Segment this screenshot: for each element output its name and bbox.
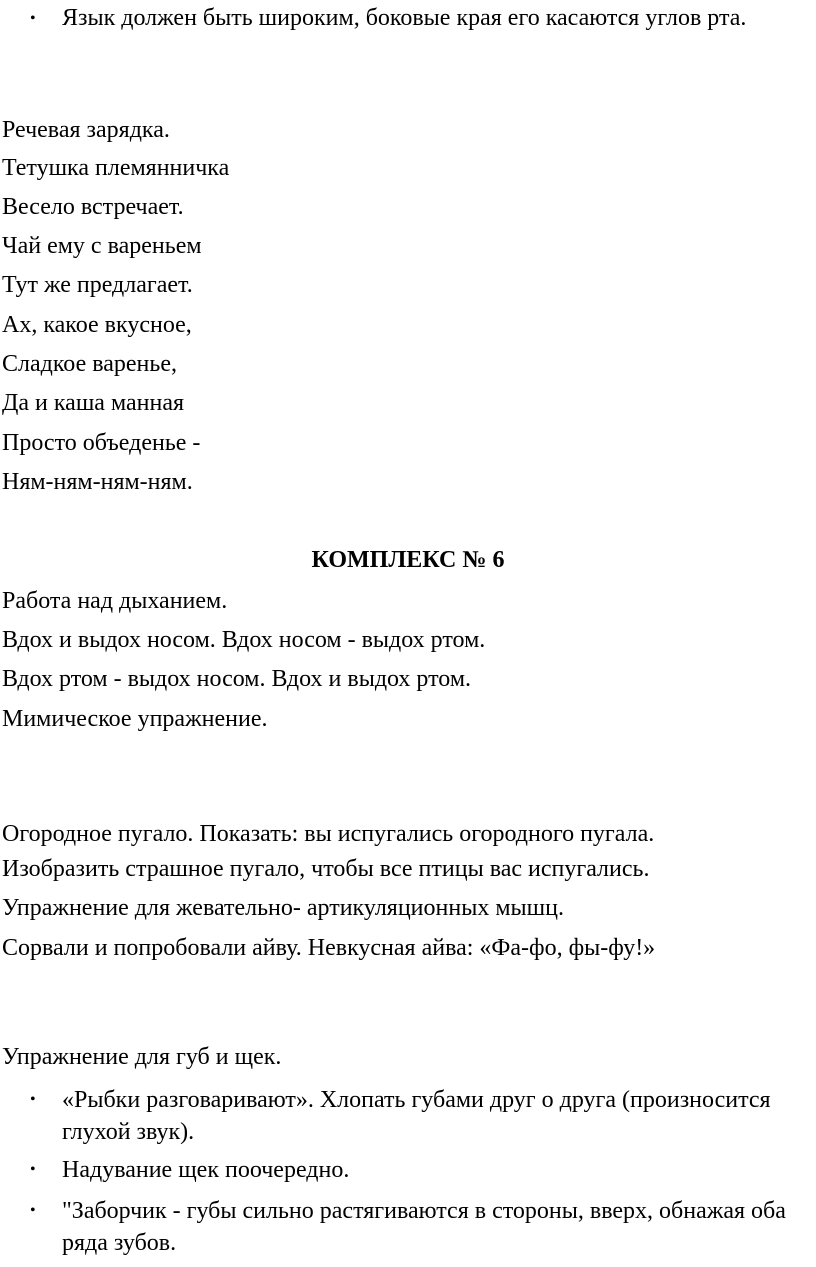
poem-line: Да и каша манная xyxy=(2,390,185,416)
list-item-fence: "Заборчик - губы сильно растягиваются в стороны, вверх, обнажая оба ряда зубов. xyxy=(62,1198,786,1256)
poem-line: Тетушка племянничка xyxy=(2,155,230,181)
bullet-marker: • xyxy=(30,1202,36,1219)
speech-title: Речевая зарядка. xyxy=(2,117,170,143)
list-item-cheeks: Надувание щек поочередно. xyxy=(62,1157,350,1183)
lips-title: Упражнение для губ и щек. xyxy=(2,1044,282,1070)
breathing-title: Работа над дыханием. xyxy=(2,588,228,614)
poem-line: Ням-ням-ням-ням. xyxy=(2,469,193,495)
poem-line: Чай ему с вареньем xyxy=(2,233,202,259)
poem-line: Просто объеденье - xyxy=(2,430,201,456)
scarecrow-line: Изобразить страшное пугало, чтобы все птицы вас испугались. xyxy=(2,856,650,882)
poem-line: Весело встречает. xyxy=(2,194,184,220)
poem-line: Ах, какое вкусное, xyxy=(2,312,192,338)
bullet-marker: • xyxy=(30,1161,36,1178)
poem-line: Тут же предлагает. xyxy=(2,272,193,298)
breathing-line: Вдох ртом - выдох носом. Вдох и выдох ртом. xyxy=(2,666,472,692)
list-item-fish: «Рыбки разговаривают». Хлопать губами друг о друга (произносится глухой звук). xyxy=(62,1087,771,1145)
bullet-marker: • xyxy=(30,10,36,27)
scarecrow-line: Огородное пугало. Показать: вы испугались огородного пугала. xyxy=(2,821,655,847)
section-heading: КОМПЛЕКС № 6 xyxy=(311,547,505,573)
mimic-title: Мимическое упражнение. xyxy=(2,706,268,732)
chewing-text: Сорвали и попробовали айву. Невкусная айва: «Фа-фо, фы-фу!» xyxy=(2,935,656,961)
list-item-tongue: Язык должен быть широким, боковые края его касаются углов рта. xyxy=(62,5,747,31)
chewing-title: Упражнение для жевательно- артикуляционных мышц. xyxy=(2,895,564,921)
bullet-marker: • xyxy=(30,1091,36,1108)
breathing-line: Вдох и выдох носом. Вдох носом - выдох ртом. xyxy=(2,627,486,653)
poem-line: Сладкое варенье, xyxy=(2,351,177,377)
